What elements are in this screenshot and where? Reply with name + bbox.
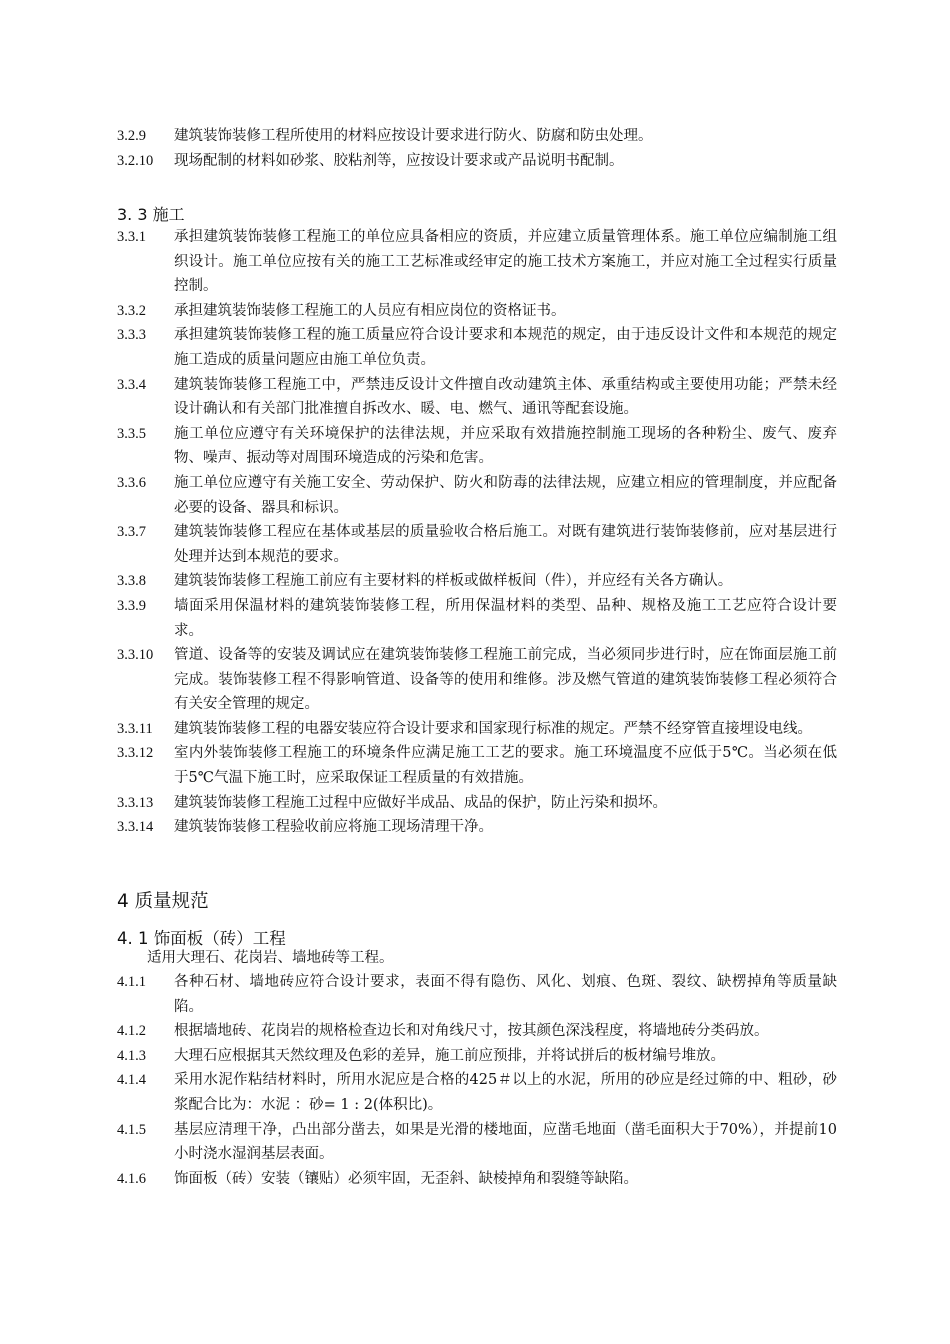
clause-item xyxy=(117,471,837,520)
clause-text: 建筑装饰装修工程验收前应将施工现场清理干净。 xyxy=(174,819,493,836)
clause-item xyxy=(117,1044,837,1069)
clause-number: 4.1.5 xyxy=(117,1121,146,1138)
clause-item xyxy=(117,373,837,422)
clause-number: 3.3.12 xyxy=(117,745,154,762)
clause-text: 建筑装饰装修工程施工前应有主要材料的样板或做样板间（件），并应经有关各方确认。 xyxy=(174,573,733,590)
clause-number: 3.3.10 xyxy=(117,647,154,664)
clause-number: 4.1.1 xyxy=(117,974,146,990)
clause-number: 3.3.4 xyxy=(117,376,146,393)
clause-text: 承担建筑装饰装修工程的施工质量应符合设计要求和本规范的规定，由于违反设计文件和本规范的规定施工造成的质量问题应由施工单位负责。 xyxy=(174,327,837,368)
clause-text: 墙面采用保温材料的建筑装饰装修工程，所用保温材料的类型、品种、规格及施工工艺应符合设计要求。 xyxy=(174,597,837,639)
clause-number: 4.1.3 xyxy=(117,1047,146,1064)
clause-text: 建筑装饰装修工程施工过程中应做好半成品、成品的保护，防止污染和损坏。 xyxy=(174,794,667,811)
clauses-3-3 xyxy=(117,225,837,840)
clause-text: 现场配制的材料如砂浆、胶粘剂等，应按设计要求或产品说明书配制。 xyxy=(174,152,624,169)
clause-item xyxy=(117,299,837,324)
clause-text: 施工单位应遵守有关环境保护的法律法规，并应采取有效措施控制施工现场的各种粉尘、废气、废弃物、噪声、振动等对周围环境造成的污染和危害。 xyxy=(174,425,837,467)
clause-text: 管道、设备等的安装及调试应在建筑装饰装修工程施工前完成，当必须同步进行时，应在饰面层施工前完成。装饰装修工程不得影响管道、设备等的使用和维修。涉及燃气管道的建筑装饰装修工程必须符合有关安全管理的规定。 xyxy=(174,647,837,713)
clause-item xyxy=(117,594,837,643)
clause-number: 3.3.6 xyxy=(117,474,146,491)
chapter-4-heading: 4 质量规范 xyxy=(117,891,209,912)
clause-text: 建筑装饰装修工程所使用的材料应按设计要求进行防火、防腐和防虫处理。 xyxy=(174,128,653,144)
clause-item xyxy=(117,1019,837,1044)
clause-text: 建筑装饰装修工程应在基体或基层的质量验收合格后施工。对既有建筑进行装饰装修前，应对基层进行处理并达到本规范的要求。 xyxy=(174,524,837,565)
clause-item xyxy=(117,643,837,717)
clause-number: 3.3.3 xyxy=(117,327,146,344)
clause-text: 根据墙地砖、花岗岩的规格检查边长和对角线尺寸，按其颜色深浅程度，将墙地砖分类码放。 xyxy=(174,1023,769,1040)
clause-item xyxy=(117,225,837,299)
clause-number: 3.3.9 xyxy=(117,597,146,614)
clauses-4-1 xyxy=(117,970,837,1191)
clause-number: 3.3.8 xyxy=(117,573,146,590)
clause-text: 室内外装饰装修工程施工的环境条件应满足施工工艺的要求。施工环境温度不应低于5℃。当必须在低于5℃气温下施工时，应采取保证工程质量的有效措施。 xyxy=(174,745,837,787)
clause-item xyxy=(117,569,837,594)
clause-number: 3.3.11 xyxy=(117,720,153,737)
clause-number: 3.3.13 xyxy=(117,794,154,811)
clause-item xyxy=(117,1167,837,1192)
clause-number: 3.3.2 xyxy=(117,302,146,319)
clause-text: 承担建筑装饰装修工程施工的人员应有相应岗位的资格证书。 xyxy=(174,302,566,319)
clause-number: 4.1.2 xyxy=(117,1023,146,1040)
section-3-3-heading: 3. 3 施工 xyxy=(117,205,185,224)
clause-item xyxy=(117,717,837,742)
section-4-1-heading: 4. 1 饰面板（砖）工程 xyxy=(117,929,286,948)
clause-item xyxy=(117,791,837,816)
section-4-1-intro: 适用大理石、花岗岩、墙地砖等工程。 xyxy=(147,950,394,966)
clauses-3-2 xyxy=(117,124,837,173)
clause-item xyxy=(117,149,837,174)
clause-number: 3.2.9 xyxy=(117,128,146,144)
clause-item xyxy=(117,124,837,149)
clause-text: 建筑装饰装修工程的电器安装应符合设计要求和国家现行标准的规定。严禁不经穿管直接埋设电线。 xyxy=(174,720,812,737)
clause-item xyxy=(117,1068,837,1117)
clause-item xyxy=(117,741,837,790)
clause-text: 各种石材、墙地砖应符合设计要求，表面不得有隐伤、风化、划痕、色斑、裂纹、缺楞掉角等质量缺陷。 xyxy=(174,974,837,1015)
clause-number: 4.1.4 xyxy=(117,1072,146,1089)
clause-text: 大理石应根据其天然纹理及色彩的差异，施工前应预排，并将试拼后的板材编号堆放。 xyxy=(174,1047,725,1064)
clause-item xyxy=(117,520,837,569)
clause-text: 饰面板（砖）安装（镶贴）必须牢固，无歪斜、缺棱掉角和裂缝等缺陷。 xyxy=(174,1170,638,1187)
clause-item xyxy=(117,815,837,840)
clause-number: 3.3.7 xyxy=(117,524,146,541)
clause-text: 建筑装饰装修工程施工中，严禁违反设计文件擅自改动建筑主体、承重结构或主要使用功能；严禁未经设计确认和有关部门批准擅自拆改水、暖、电、燃气、通讯等配套设施。 xyxy=(174,376,837,418)
clause-text: 施工单位应遵守有关施工安全、劳动保护、防火和防毒的法律法规，应建立相应的管理制度，并应配备必要的设备、器具和标识。 xyxy=(174,474,837,516)
clause-number: 3.2.10 xyxy=(117,152,154,169)
clause-text: 采用水泥作粘结材料时，所用水泥应是合格的425＃以上的水泥，所用的砂应是经过筛的中、粗砂，砂浆配合比为：水泥 ：砂= 1 : 2(体积比)。 xyxy=(174,1072,837,1113)
clause-item xyxy=(117,422,837,471)
clause-item xyxy=(117,1118,837,1167)
clause-item xyxy=(117,970,837,1019)
clause-text: 基层应清理干净，凸出部分凿去，如果是光滑的楼地面，应凿毛地面（凿毛面积大于70%），并提前10小时浇水湿润基层表面。 xyxy=(174,1121,837,1163)
clause-item xyxy=(117,323,837,372)
clause-number: 3.3.1 xyxy=(117,229,146,245)
clause-number: 4.1.6 xyxy=(117,1170,146,1187)
clause-text: 承担建筑装饰装修工程施工的单位应具备相应的资质，并应建立质量管理体系。施工单位应编制施工组织设计。施工单位应按有关的施工工艺标准或经审定的施工技术方案施工，并应对施工全过程实行质量控制。 xyxy=(174,229,837,295)
clause-number: 3.3.14 xyxy=(117,819,154,836)
clause-number: 3.3.5 xyxy=(117,425,146,442)
